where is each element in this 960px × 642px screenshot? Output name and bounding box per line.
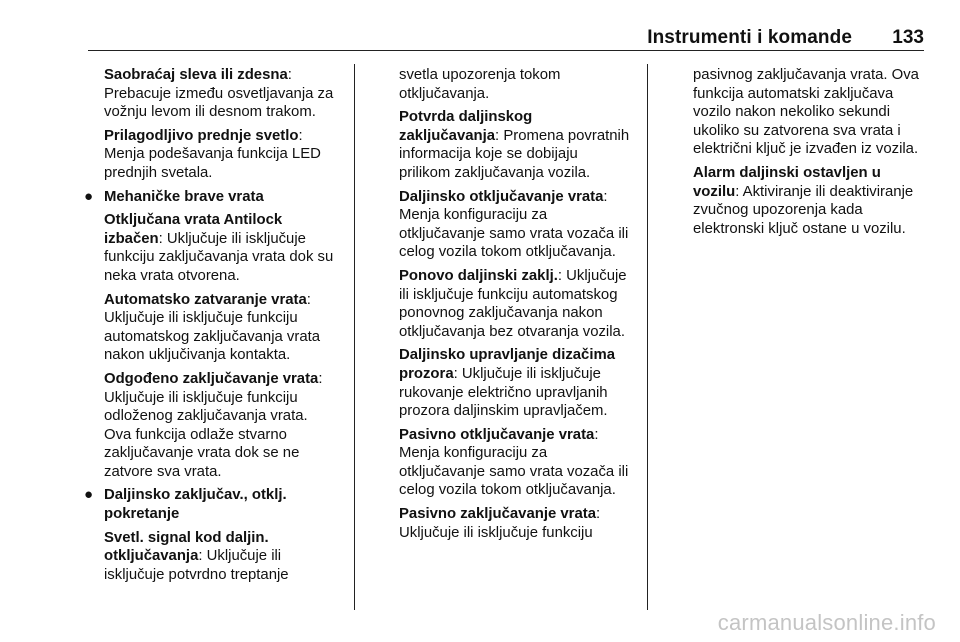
term-description: pasivnog zaključavanja vrata. Ova funkcija automatski zaključava vozilo nakon nekoliko sekundi ukoliko su zatvorena sva vrata i električni ključ je izvađen iz vozila. bbox=[693, 67, 919, 158]
separator: : bbox=[198, 548, 203, 565]
paragraph-adaptive-headlight bbox=[104, 127, 338, 183]
separator: : bbox=[287, 67, 292, 83]
paragraph-auto-lock bbox=[104, 291, 338, 365]
header-rule bbox=[88, 50, 924, 51]
bullet-icon: ● bbox=[84, 187, 94, 205]
separator: : bbox=[557, 267, 563, 284]
term-label: Alarm daljinski ostavljen u vozilu bbox=[693, 164, 881, 200]
term-label: Otključana vrata Antilock izbačen bbox=[104, 212, 283, 247]
separator: : bbox=[596, 506, 601, 523]
term-label: Odgođeno zaključavanje vrata bbox=[104, 370, 319, 387]
paragraph-passive-unlock bbox=[399, 426, 633, 500]
paragraph-remote-unlock bbox=[399, 188, 633, 262]
term-description: Uključuje ili isključuje funkciju automatskog zaključavanja vrata nakon uključivanja kontakta. bbox=[104, 310, 321, 364]
column-3 bbox=[693, 66, 927, 243]
paragraph-passive-lock bbox=[399, 505, 633, 542]
term-label: Ponovo daljinski zaklj. bbox=[399, 267, 558, 284]
watermark: carmanualsonline.info bbox=[717, 610, 936, 635]
bullet-icon: ● bbox=[84, 486, 94, 504]
paragraph-traffic-side bbox=[104, 66, 338, 122]
bullet-title: Daljinsko zaključav., otklj. pokretanje bbox=[104, 487, 287, 523]
term-label: Pasivno otključavanje vrata bbox=[399, 426, 595, 443]
bullet-title: Mehaničke brave vrata bbox=[104, 188, 264, 205]
term-description: Promena povratnih informacija koje se dobijaju prilikom zaključavanja vozila. bbox=[399, 127, 630, 181]
paragraph-antilock bbox=[104, 211, 338, 285]
paragraph-remote-lock-confirm bbox=[399, 108, 633, 182]
term-description: Uključuje ili isključuje funkciju zaključavanja vrata dok su neka vrata otvorena. bbox=[104, 230, 334, 284]
term-description: svetla upozorenja tokom otključavanja. bbox=[399, 67, 561, 102]
separator: : bbox=[495, 127, 500, 144]
term-description: Uključuje ili isključuje funkciju automatskog ponovnog zaključavanja nakon otključavanja bez otvaranja vozila. bbox=[399, 267, 627, 340]
term-description: Menja konfiguraciju za otključavanje samo vrata vozača ili celog vozila tokom otključavanja. bbox=[399, 207, 629, 261]
term-label: Potvrda daljinskog zaključavanja bbox=[399, 109, 533, 144]
paragraph-remote-relock bbox=[399, 267, 633, 341]
separator: : bbox=[603, 188, 608, 205]
term-label: Prilagodljivo prednje svetlo bbox=[104, 127, 299, 144]
separator: : bbox=[158, 230, 163, 247]
term-description: Uključuje ili isključuje funkciju odloženog zaključavanja vrata. Ova funkcija odlaže stvarno zaključavanje vrata dok se ne zatvore sva vrata. bbox=[104, 389, 308, 480]
separator: : bbox=[735, 183, 740, 200]
column-2 bbox=[399, 66, 633, 547]
separator: : bbox=[318, 370, 323, 387]
term-description: Uključuje ili isključuje rukovanje električno upravljanih prozora daljinskim upravljačem. bbox=[399, 365, 608, 420]
column-divider-left bbox=[354, 64, 355, 610]
term-description: Aktiviranje ili deaktiviranje zvučnog upozorenja kada elektronski ključ ostane u vozilu. bbox=[693, 183, 914, 237]
term-label: Svetl. signal kod daljin. otključavanja bbox=[104, 529, 269, 565]
page-header bbox=[0, 0, 960, 52]
bullet-mechanical-locks bbox=[84, 187, 338, 207]
paragraph-remote-windows bbox=[399, 346, 633, 420]
term-label: Automatsko zatvaranje vrata bbox=[104, 291, 307, 308]
term-label: Daljinsko upravljanje dizačima prozora bbox=[399, 347, 615, 382]
term-description: Prebacuje između osvetljavanja za vožnju levom ili desnom trakom. bbox=[104, 85, 334, 121]
paragraph-key-left-alarm bbox=[693, 164, 927, 238]
separator: : bbox=[594, 426, 599, 443]
term-label: Daljinsko otključavanje vrata bbox=[399, 188, 604, 205]
separator: : bbox=[306, 291, 311, 308]
separator: : bbox=[298, 127, 303, 144]
page-number: 133 bbox=[892, 27, 924, 48]
paragraph-unlock-light bbox=[104, 529, 338, 585]
term-label: Pasivno zaključavanje vrata bbox=[399, 506, 596, 523]
term-description: Uključuje ili isključuje funkciju bbox=[399, 524, 593, 541]
term-description: Menja podešavanja funkcija LED prednjih svetala. bbox=[104, 146, 321, 181]
term-description: Menja konfiguraciju za otključavanje samo vrata vozača ili celog vozila tokom otključavanja. bbox=[399, 445, 629, 499]
page-title: Instrumenti i komande bbox=[647, 27, 852, 48]
column-1 bbox=[84, 66, 338, 589]
paragraph-continued bbox=[399, 66, 633, 103]
bullet-remote-lock bbox=[84, 486, 338, 523]
column-divider-right bbox=[647, 64, 648, 610]
paragraph-delayed-lock bbox=[104, 370, 338, 482]
separator: : bbox=[453, 365, 458, 382]
term-label: Saobraćaj sleva ili zdesna bbox=[104, 67, 288, 83]
term-description: Uključuje ili isključuje potvrdno treptanje bbox=[104, 548, 289, 583]
paragraph-continued bbox=[693, 66, 927, 159]
